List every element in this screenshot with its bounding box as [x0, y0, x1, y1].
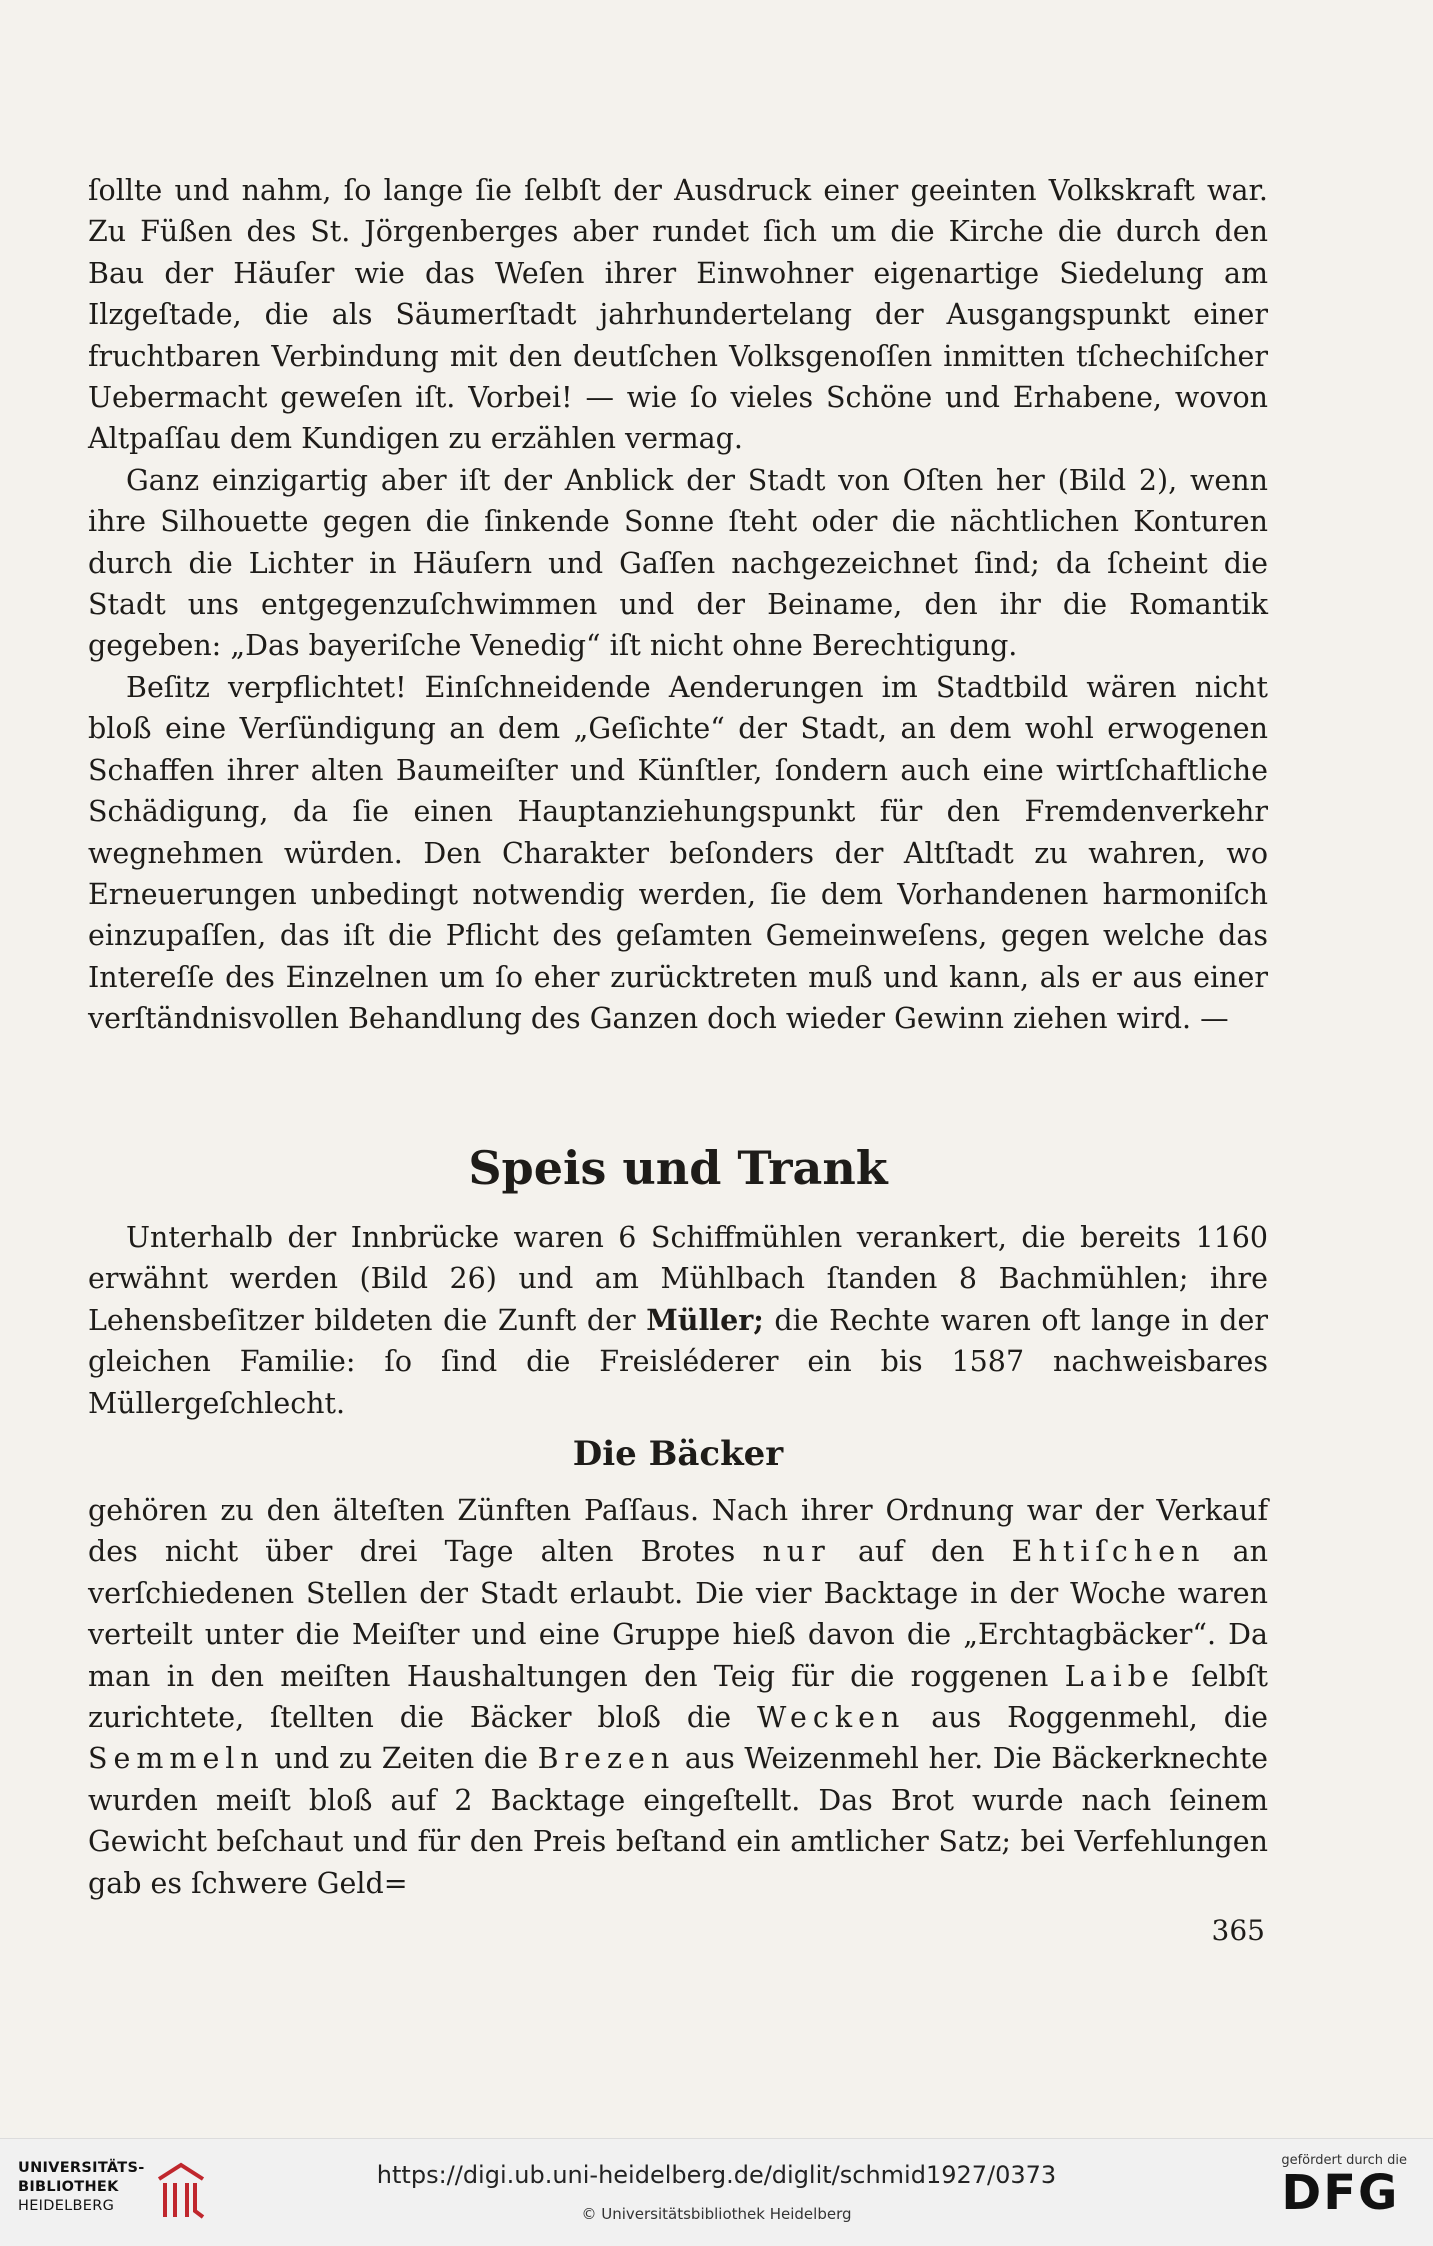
- text-part: gehören zu den älteſten Zünften Paſſaus. Nach ihrer Ordnung war der Verkauf des nicht über drei Tage alten Brotes: [88, 1494, 1268, 1569]
- logo-line: BIBLIOTHEK: [18, 2179, 119, 2195]
- text-part: aus Roggenmehl, die: [905, 1701, 1269, 1735]
- paragraph-baecker: [88, 1490, 1268, 1904]
- paragraph-1: ſollte und nahm, ſo lange ſie ſelbſt der Ausdruck einer geeinten Volkskraft war. Zu Füßen des St. Jörgenberges aber rundet ſich um die Kirche die durch den Bau der Häuſer wie das Weſen ihrer Einwohner eigenartige Siedelung am Ilzgeſtade, die als Säumerſtadt jahrhundertelang der Ausgangspunkt einer fruchtbaren Verbindung mit den deutſchen Volksgenoſſen inmitten tſchechiſcher Uebermacht geweſen iſt. Vorbei! — wie ſo vieles Schöne und Erhabene, wovon Altpaſſau dem Kundigen zu erzählen vermag.: [88, 174, 1268, 456]
- text-part: ſelbſt zurichtete, ſtellten die Bäcker bloß die: [88, 1659, 1268, 1735]
- spaced-term: nur: [762, 1535, 831, 1569]
- muehlen-text: [88, 1217, 1268, 1424]
- muehlen-text-part: Unterhalb der Innbrücke waren 6 Schiffmühlen verankert, die bereits 1160 erwähnt werden (Bild 26) und am Mühlbach ſtanden 8 Bachmühlen; ihre Lehensbeſitzer bildeten die Zunft der: [88, 1221, 1268, 1337]
- text-part: an verſchiedenen Stellen der Stadt erlaubt. Die vier Backtage in der Woche waren verteilt unter die Meiſter und eine Gruppe hieß davon die „Erchtagbäcker“. Da man in den meiſten Haushaltungen den Teig für die roggenen: [88, 1535, 1268, 1693]
- text-part: auf den: [830, 1535, 1012, 1569]
- subsection-heading: Die Bäcker: [572, 1434, 784, 1474]
- text-part: aus Weizenmehl her. Die Bäckerknechte wurden meiſt bloß auf 2 Backtage eingeſtellt. Das Brot wurde nach ſeinem Gewicht beſchaut und für den Preis beſtand ein amtlicher Satz; bei Verfehlungen gab es ſchwere Geld=: [88, 1742, 1268, 1900]
- muehlen-text-part: die Rechte waren oft lange in der gleichen Familie: ſo ſind die Freisléderer ein bis 1587 nachweisbares Müllergeſchlecht.: [88, 1303, 1268, 1420]
- mueller-term: Müller;: [646, 1302, 764, 1337]
- dfg-logo[interactable]: [1281, 2153, 1407, 2221]
- spaced-term: Brezen: [537, 1742, 676, 1776]
- permalink-url[interactable]: https://digi.ub.uni-heidelberg.de/diglit/schmid1927/0373: [376, 2161, 1057, 2189]
- logo-line: UNIVERSITÄTS-: [18, 2160, 145, 2176]
- section-heading: Speis und Trank: [468, 1141, 888, 1195]
- text-part: und zu Zeiten die: [264, 1742, 538, 1776]
- dfg-wordmark: DFG: [1281, 2165, 1400, 2221]
- logo-line: HEIDELBERG: [18, 2198, 115, 2214]
- paragraph-3: Beſitz verpflichtet! Einſchneidende Aenderungen im Stadtbild wären nicht bloß eine Verſündigung an dem „Geſichte“ der Stadt, an dem wohl erwogenen Schaffen ihrer alten Baumeiſter und Künſtler, ſondern auch eine wirtſchaftliche Schädigung, da ſie einen Hauptanziehungspunkt für den Fremdenverkehr wegnehmen würden. Den Charakter beſonders der Altſtadt zu wahren, wo Erneuerungen unbedingt notwendig werden, ſie dem Vorhandenen harmoniſch einzupaſſen, das iſt die Pflicht des geſamten Gemeinweſens, gegen welche das Intereſſe des Einzelnen um ſo eher zurücktreten muß und kann, als er aus einer verſtändnisvollen Behandlung des Ganzen doch wieder Gewinn ziehen wird. —: [88, 670, 1268, 1036]
- spaced-term: Wecken: [757, 1701, 906, 1735]
- spaced-term: Ehtiſchen: [1011, 1535, 1206, 1569]
- baecker-text: [88, 1490, 1268, 1904]
- copyright-notice: © Universitätsbibliothek Heidelberg: [581, 2205, 852, 2223]
- viewer-footer: [0, 2138, 1433, 2246]
- paragraph-2: Ganz einzigartig aber iſt der Anblick der Stadt von Oſten her (Bild 2), wenn ihre Silhouette gegen die ſinkende Sonne ſteht oder die nächtlichen Konturen durch die Lichter in Häuſern und Gaſſen nachgezeichnet ſind; da ſcheint die Stadt uns entgegenzuſchwimmen und der Beiname, den ihr die Romantik gegeben: „Das bayeriſche Venedig“ iſt nicht ohne Berechtigung.: [88, 463, 1268, 663]
- spaced-term: Semmeln: [88, 1742, 265, 1776]
- funded-by-label: gefördert durch die: [1281, 2153, 1407, 2168]
- top-text: [88, 170, 1268, 1040]
- spaced-term: Laibe: [1064, 1659, 1175, 1693]
- paragraph-muehlen: [88, 1217, 1268, 1424]
- page-number: 365: [1211, 1914, 1265, 1947]
